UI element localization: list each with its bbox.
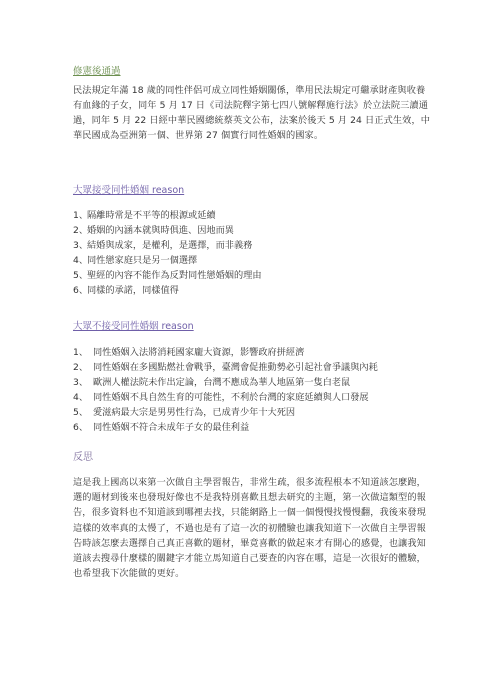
list-item: 5、 愛滋病最大宗是男男性行為，已成青少年十大死因 <box>73 407 296 418</box>
section-heading-reject: 大眾不接受同性婚姻 reason <box>73 321 194 332</box>
list-item: 2、 同性婚姻在多國點燃社會戰爭，臺灣會促推動勢必引起社會爭議與內耗 <box>73 362 378 373</box>
list-item: 3、結婚與成家，是權利，是選擇，而非義務 <box>73 240 253 251</box>
list-item: 1、 同性婚姻入法將消耗國家龐大資源，影響政府拼經濟 <box>73 347 305 358</box>
section-heading-revised: 修憲後通過 <box>73 66 121 77</box>
list-item: 2、婚姻的內涵本就與時俱進、因地而異 <box>73 225 234 236</box>
list-item: 1、隔離時常是不平等的根源或延續 <box>73 210 216 221</box>
list-item: 3、 歐洲人權法院未作出定論，台灣不應成為華人地區第一隻白老鼠 <box>73 377 351 388</box>
list-item: 6、 同性婚姻不符合未成年子女的最佳利益 <box>73 422 250 433</box>
section-heading-accept: 大眾接受同性婚姻 reason <box>73 185 185 196</box>
list-item: 5、聖經的內容不能作為反對同性戀婚姻的理由 <box>73 270 262 281</box>
section-heading-reflection: 反思 <box>73 452 93 463</box>
accept-reasons-list <box>73 208 433 298</box>
reject-reasons-list <box>73 345 433 435</box>
list-item: 4、 同性婚姻不具自然生育的可能性，不利於台灣的家庭延續與人口發展 <box>73 392 369 403</box>
list-item: 4、同性戀家庭只是另一個選擇 <box>73 255 198 266</box>
list-item: 6、同樣的承諾，同樣值得 <box>73 285 179 296</box>
paragraph-revised: 民法規定年滿 18 歲的同性伴侶可成立同性婚姻關係，準用民法規定可繼承財產與收養有血緣的子女，同年 5 月 17 日《司法院釋字第七四八號解釋施行法》於立法院三讀通過，同年 5 月 22 日經中華民國總統蔡英文公布，法案於後天 5 月 24 日正式生效，中華民國成為亞洲第一個、世界第 27 個實行同性婚姻的國家。 <box>73 85 431 141</box>
paragraph-reflection: 這是我上國高以來第一次做自主學習報告，非常生疏，很多流程根本不知道該怎麼跑，選的題材到後來也發現好像也不是我特別喜歡且想去研究的主題，第一次做這類型的報告，很多資料也不知道該到哪裡去找，只能網路上一個一個慢慢找慢慢翻，我後來發現這樣的效率真的太慢了，不過也是有了這一次的初體驗也讓我知道下一次做自主學習報告時該怎麼去選擇自己真正喜歡的題材，畢竟喜歡的做起來才有開心的感覺，也讓我知道該去搜尋什麼樣的關鍵字才能立馬知道自己要查的內容在哪，這是一次很好的體驗，也希望我下次能做的更好。 <box>73 477 426 580</box>
